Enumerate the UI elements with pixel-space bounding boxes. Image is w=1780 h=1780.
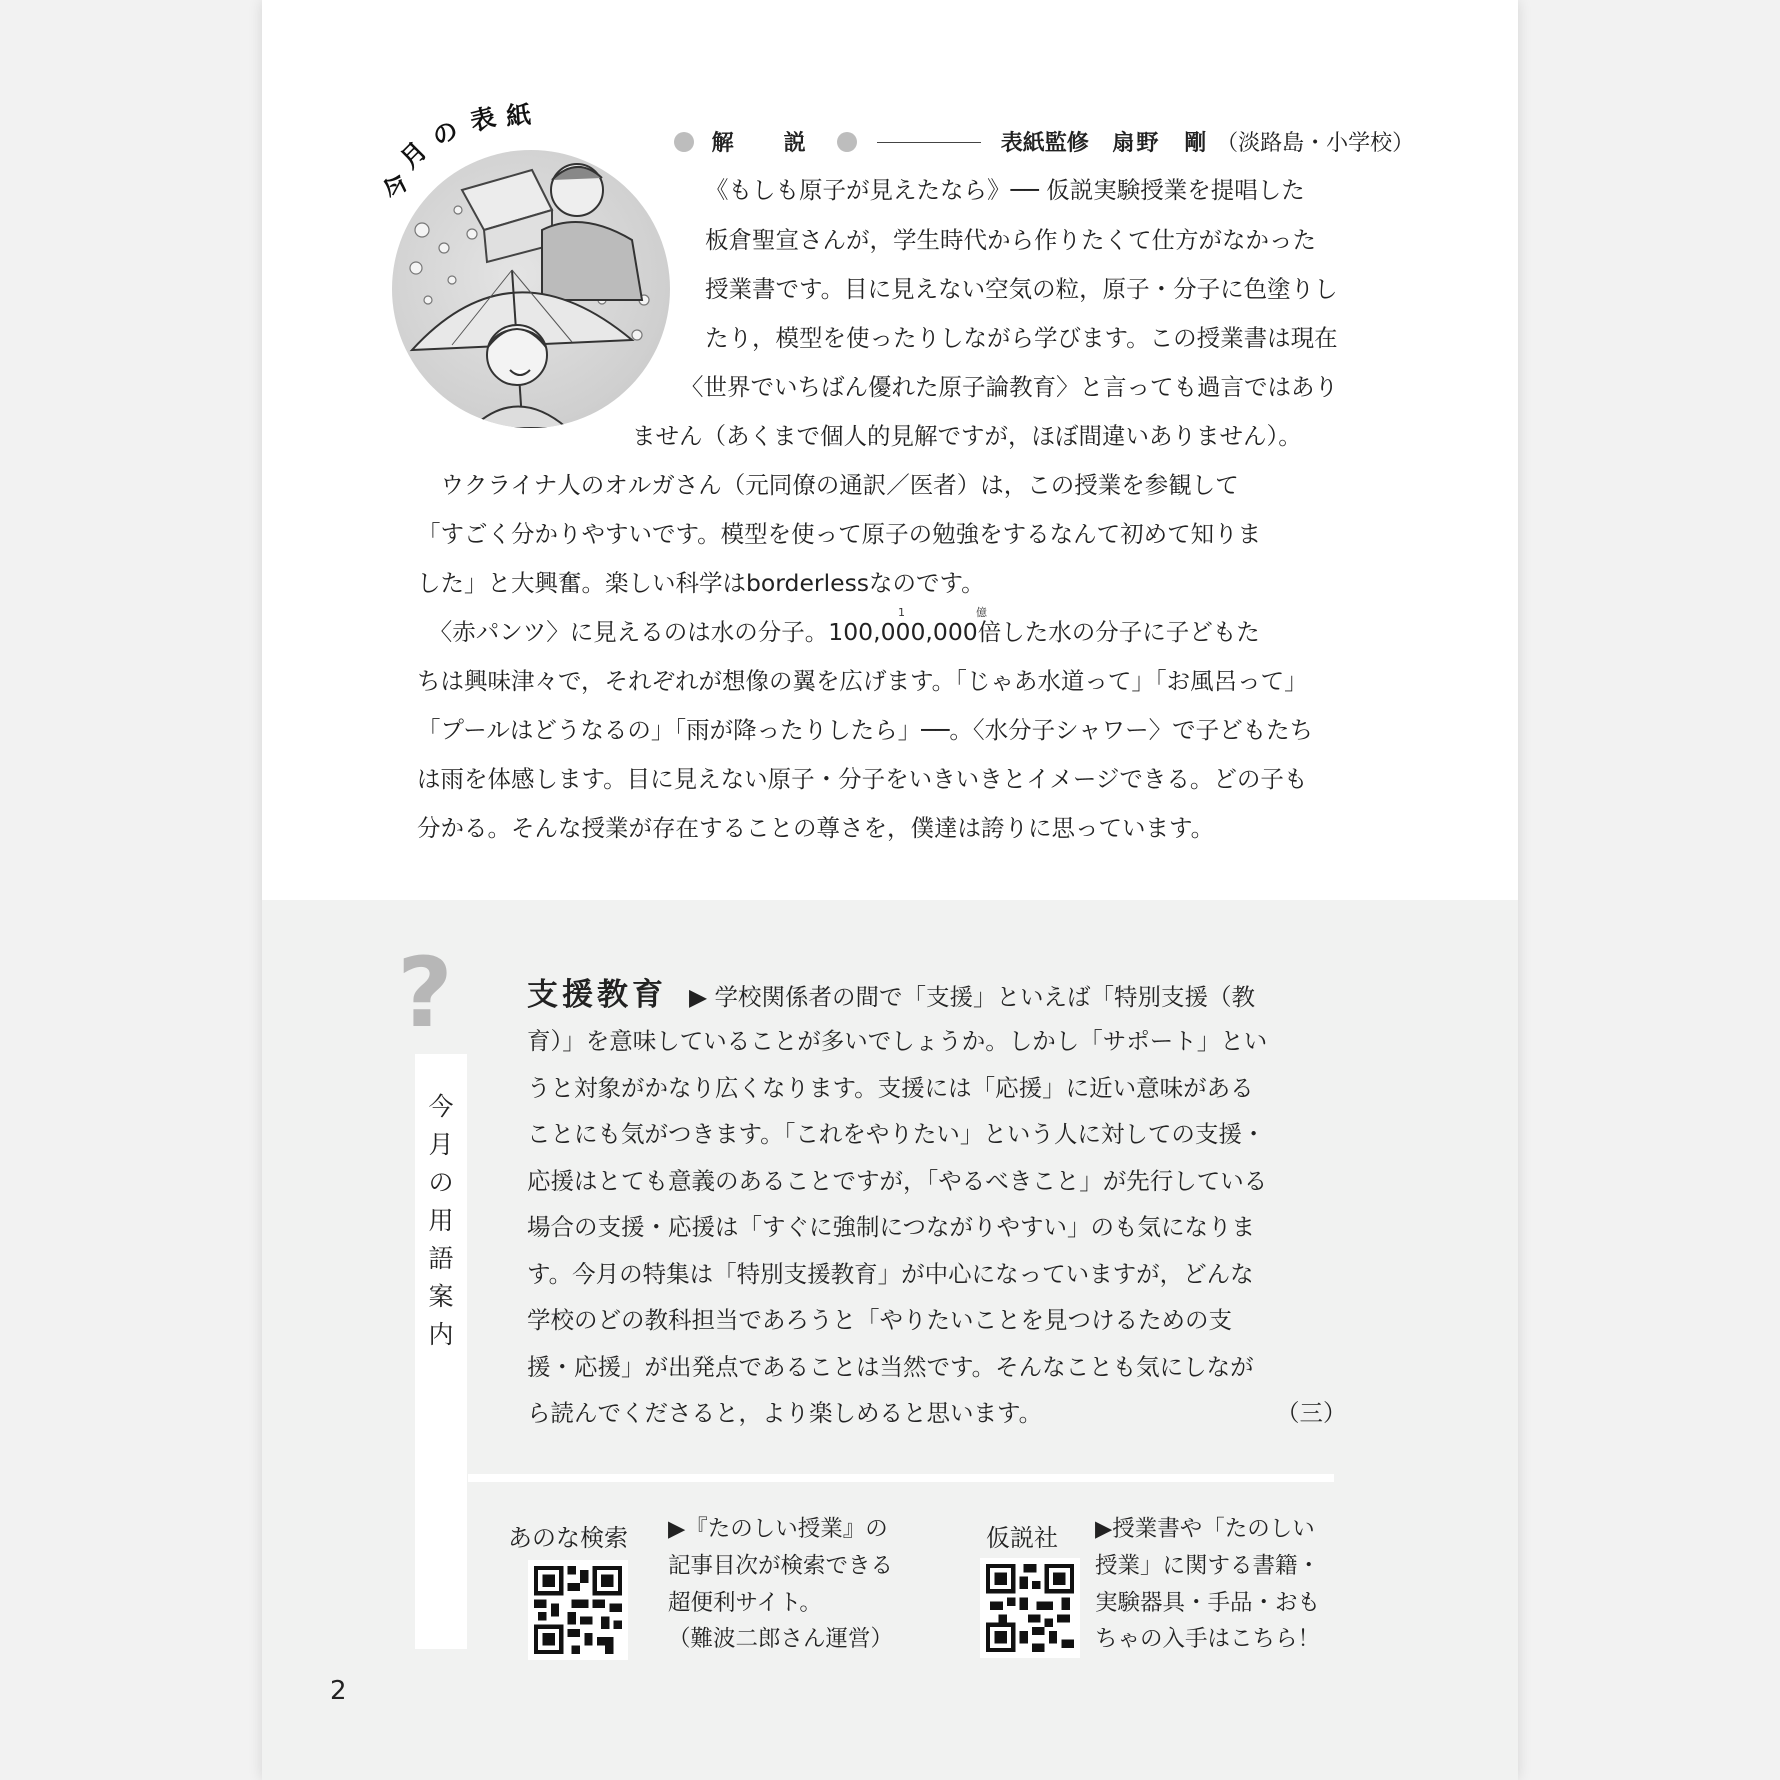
qr-code-icon [986,1564,1074,1652]
glossary-line: 援・応援」が出発点であることは当然です。そんなことも気にしなが [527,1353,1254,1381]
anona-description-line: 記事目次が検索できる [668,1553,894,1579]
supervisor-name: 扇野 剛 [1112,131,1209,156]
vertical-label-char: 案 [428,1282,454,1311]
cover-heading [377,96,630,216]
commentary-line: 〈赤パンツ〉に見えるのは水の分子。100,000,000倍した水の分子に子どもた [417,618,1260,646]
cover-heading-char: 今 [377,168,415,205]
glossary-line [527,977,1256,1013]
vertical-label [415,1088,467,1354]
question-mark-icon: ? [397,937,453,1049]
glossary-line: 場合の支援・応援は「すぐに強制につながりやすい」のも気になりま [527,1213,1256,1241]
page-number: 2 [330,1676,347,1706]
header-rule [877,142,981,143]
commentary-line: 分かる。そんな授業が存在することの尊さを，僕達は誇りに思っています。 [417,814,1215,842]
commentary-line: 授業書です。目に見えない空気の粒，原子・分子に色塗りし [705,275,1338,303]
vertical-label-char: 月 [428,1130,454,1159]
anona-description-line: （難波二郎さん運営） [668,1626,894,1652]
glossary-line: す。今月の特集は「特別支援教育」が中心になっていますが，どんな [527,1260,1254,1288]
vertical-label-char: 語 [428,1244,454,1273]
commentary-line: 「すごく分かりやすいです。模型を使って原子の勉強をするなんて初めて知りま [417,520,1262,548]
commentary-line: ません（あくまで個人的見解ですが，ほぼ間違いありません）。 [632,422,1302,450]
commentary-line: 「プールはどうなるの」「雨が降ったりしたら」──。〈水分子シャワー〉で子どもたち [417,716,1314,744]
qr-code-icon [534,1566,622,1654]
kasetsusha-description-line: 授業」に関する書籍・ [1095,1553,1321,1579]
commentary-line: ちは興味津々で，それぞれが想像の翼を広げます。「じゃあ水道って」「お風呂って」 [417,667,1308,695]
glossary-line: ら読んでくださると，より楽しめると思います。 [527,1399,1043,1427]
commentary-header [674,126,1594,160]
anona-search-label: あのな検索 [508,1524,628,1552]
glossary-line: ことにも気がつきます。「これをやりたい」という人に対しての支援・ [527,1120,1266,1148]
cover-heading-char: 表 [467,102,499,137]
vertical-label-char: 今 [428,1092,454,1121]
anona-description-line: 超便利サイト。 [668,1590,822,1616]
anona-qr-code[interactable] [528,1560,628,1660]
glossary-line: うと対象がかなり広くなります。支援には「応援」に近い意味がある [527,1074,1254,1102]
vertical-label-char: 内 [428,1320,454,1349]
commentary-line: 《もしも原子が見えたなら》── 仮説実験授業を提唱した [705,176,1305,204]
commentary-label: 解 説 [711,131,820,156]
vertical-label-char: 用 [428,1206,454,1235]
commentary-line: ウクライナ人のオルガさん（元同僚の通訳／医者）は，この授業を参観して [417,471,1239,499]
kasetsusha-qr-code[interactable] [980,1558,1080,1658]
section-divider [468,1474,1334,1482]
glossary-text: ▶ 学校関係者の間で「支援」といえば「特別支援（教 [689,983,1256,1011]
kasetsusha-description-line: ▶授業書や「たのしい [1095,1516,1315,1542]
glossary-line: 学校のどの教科担当であろうと「やりたいことを見つけるための支 [527,1306,1232,1334]
supervisor-affiliation: （淡路島・小学校） [1216,131,1415,156]
kasetsusha-label: 仮説社 [986,1524,1058,1552]
glossary-line: 育）」を意味していることが多いでしょうか。しかし「サポート」とい [527,1027,1268,1055]
glossary-title: 支援教育 [527,977,667,1013]
ruby-annotation: 1 [898,606,905,619]
bullet-dot [837,132,857,152]
commentary-line: は雨を体感します。目に見えない原子・分子をいきいきとイメージできる。どの子も [417,765,1308,793]
glossary-line: 応援はとても意義のあることですが，「やるべきこと」が先行している [527,1167,1268,1195]
glossary-signature: （三） [1276,1399,1347,1427]
ruby-annotation: 億 [976,606,987,619]
anona-description-line: ▶『たのしい授業』の [668,1516,888,1542]
cover-heading-char: 紙 [505,100,533,131]
commentary-line: 〈世界でいちばん優れた原子論教育〉と言っても過言ではあり [680,373,1338,401]
vertical-label-char: の [428,1168,454,1197]
supervisor-label: 表紙監修 [1000,131,1089,156]
kasetsusha-description-line: ちゃの入手はこちら！ [1095,1626,1321,1652]
commentary-line: たり，模型を使ったりしながら学びます。この授業書は現在 [705,324,1338,352]
commentary-line: した」と大興奮。楽しい科学はborderlessなのです。 [417,569,985,597]
kasetsusha-description-line: 実験器具・手品・おも [1095,1590,1321,1616]
bullet-dot [674,132,694,152]
commentary-line: 板倉聖宣さんが，学生時代から作りたくて仕方がなかった [705,226,1316,254]
cover-heading-char: 月 [394,135,433,175]
cover-heading-char: の [427,114,464,152]
